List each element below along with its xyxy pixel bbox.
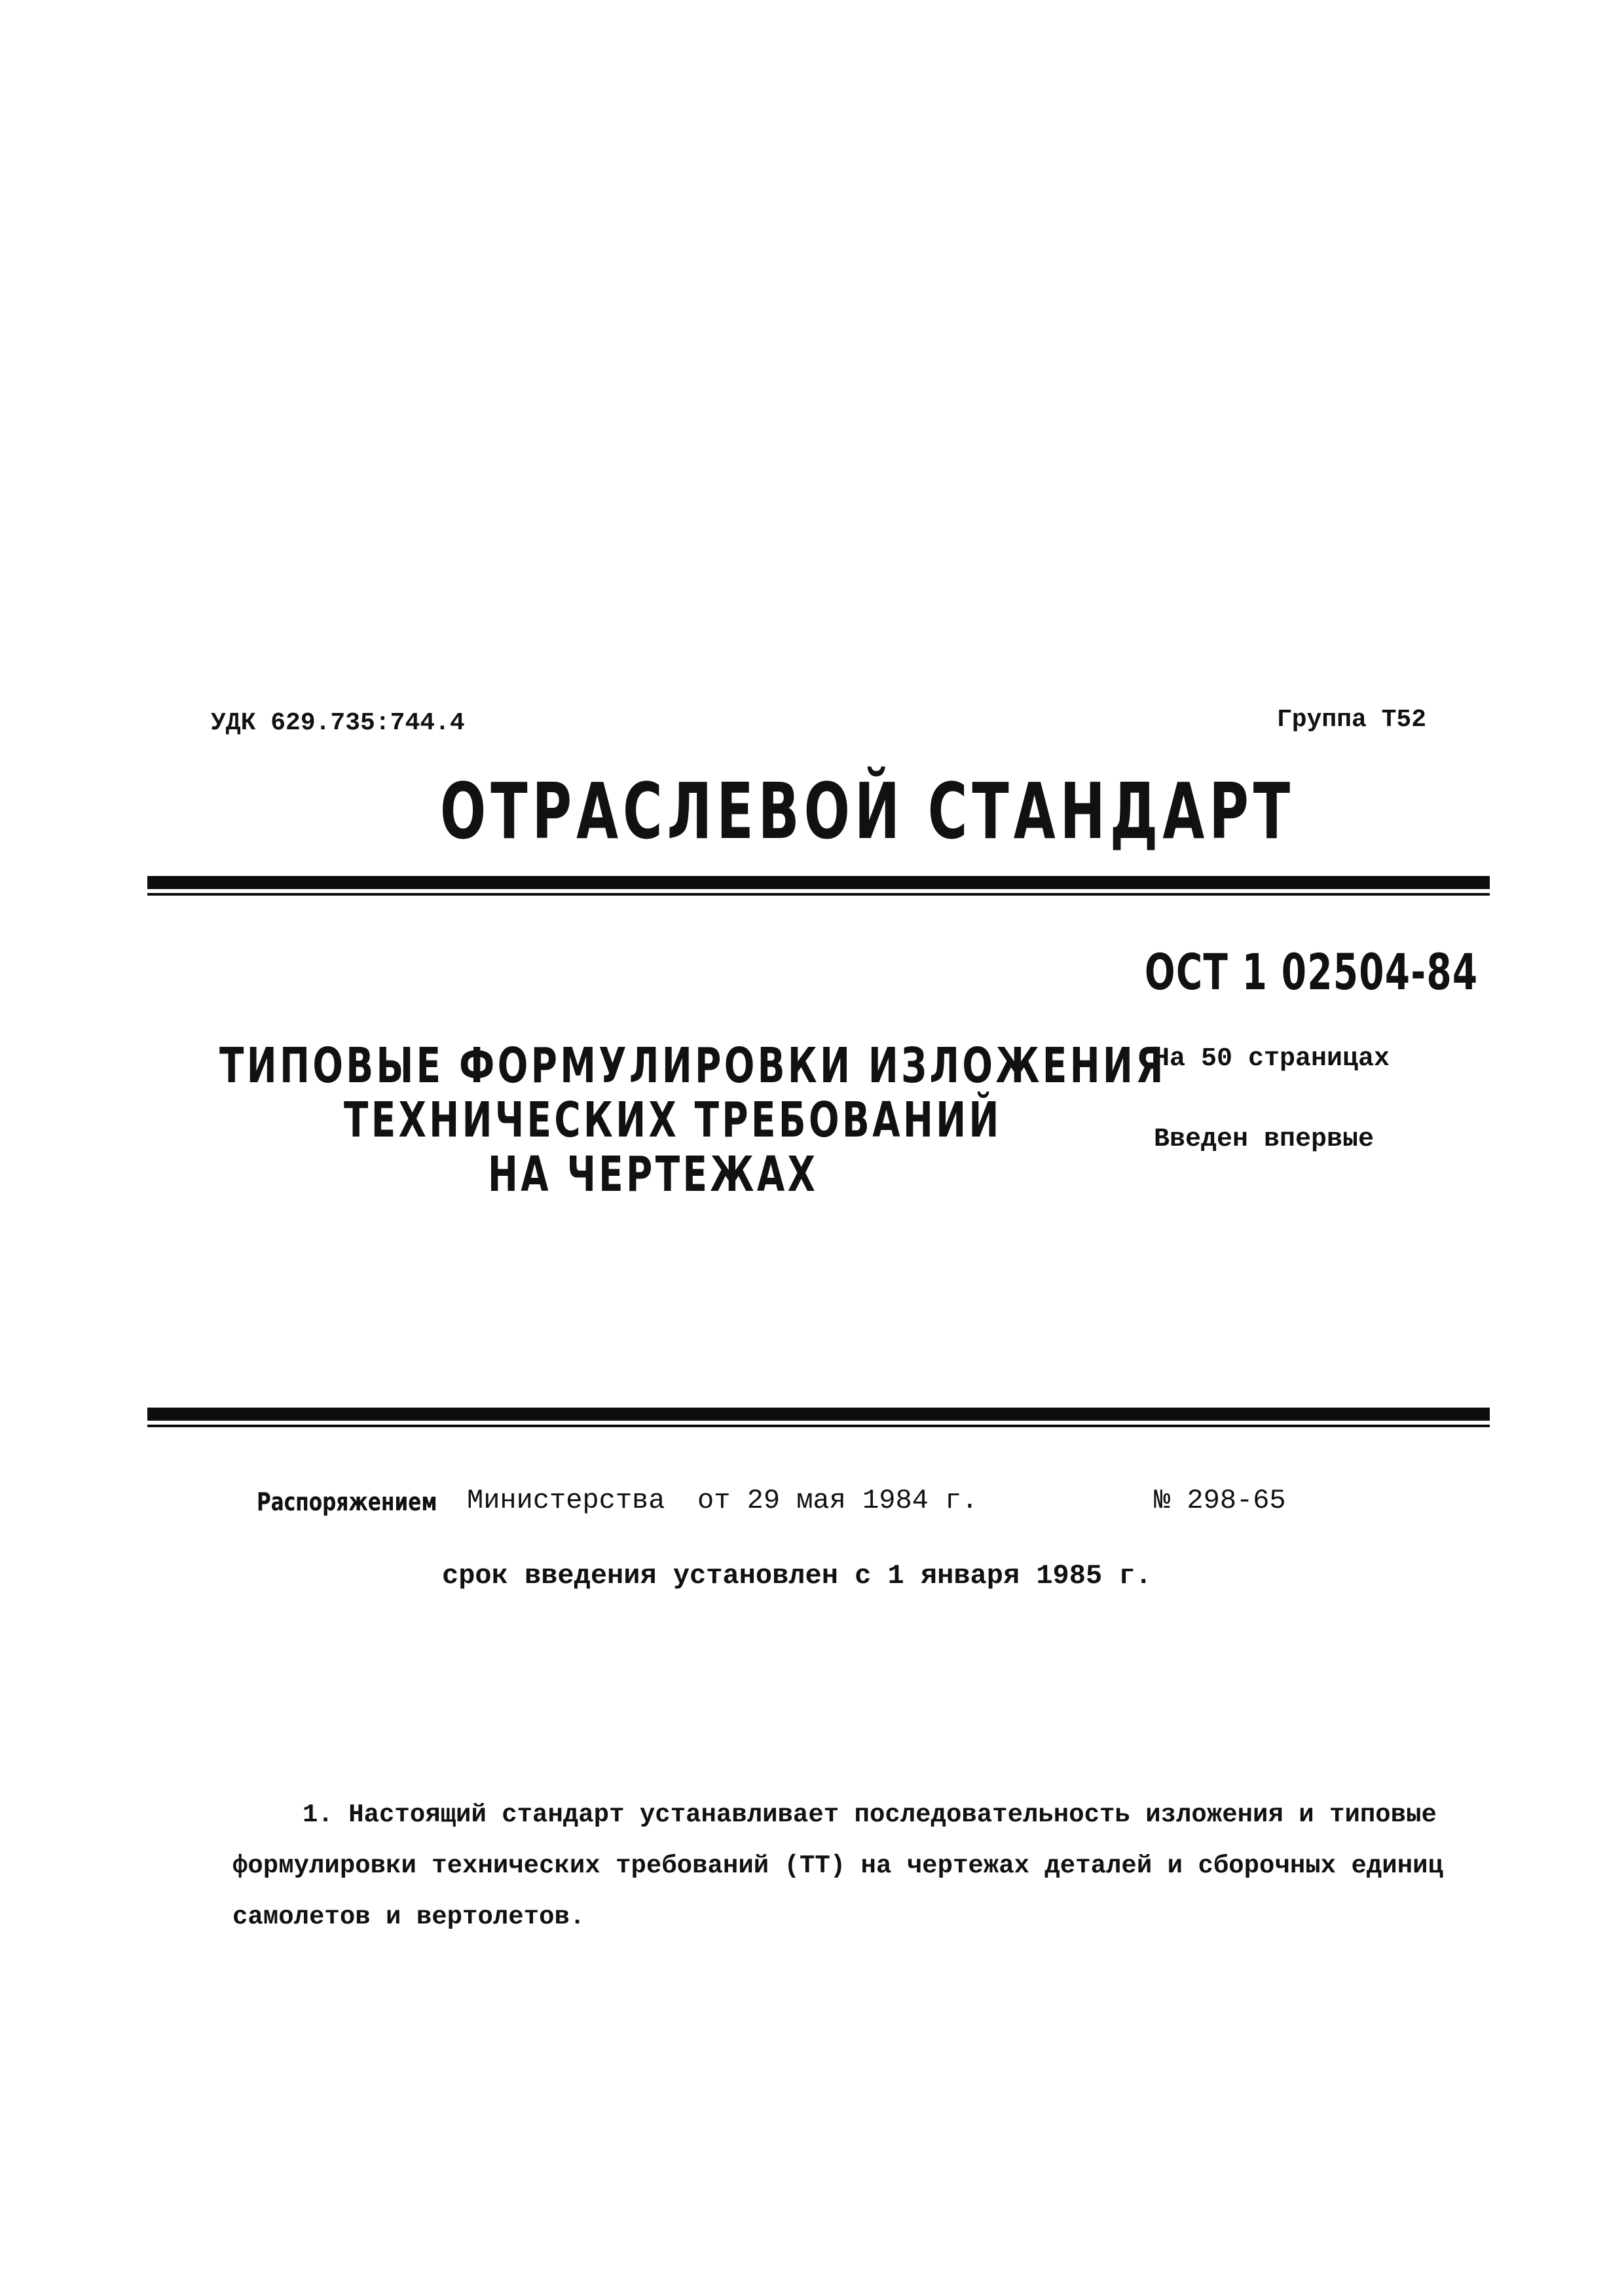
document-title: ОТРАСЛЕВОЙ СТАНДАРТ <box>440 766 1295 856</box>
paragraph-line-1: 1. Настоящий стандарт устанавливает последовательность изложения и типовые <box>303 1800 1437 1829</box>
standard-name-line-3: НА ЧЕРТЕЖАХ <box>488 1146 819 1203</box>
bottom-rule <box>147 1408 1490 1421</box>
paragraph-line-2: формулировки технических требований (ТТ) на чертежах деталей и сборочных единиц <box>232 1851 1443 1880</box>
standard-name-line-2: ТЕХНИЧЕСКИХ ТРЕБОВАНИЙ <box>344 1092 1002 1148</box>
group-code: Группа Т52 <box>1277 706 1427 734</box>
standard-code: ОСТ 1 02504-84 <box>1145 943 1479 1001</box>
order-date: от 29 мая 1984 г. <box>697 1485 978 1516</box>
effective-date: срок введения установлен с 1 января 1985 г. <box>442 1560 1152 1592</box>
udk-code: УДК 629.735:744.4 <box>211 709 465 737</box>
order-label: Распоряжением <box>257 1487 437 1516</box>
paragraph-line-3: самолетов и вертолетов. <box>232 1903 585 1931</box>
page-count: На 50 страницах <box>1154 1044 1390 1074</box>
introduced-note: Введен впервые <box>1154 1125 1375 1154</box>
top-rule <box>147 876 1490 889</box>
ministry-label: Министерства <box>467 1485 665 1516</box>
standard-name-line-1: ТИПОВЫЕ ФОРМУЛИРОВКИ ИЗЛОЖЕНИЯ <box>219 1038 1166 1094</box>
order-number: № 298-65 <box>1154 1485 1286 1516</box>
